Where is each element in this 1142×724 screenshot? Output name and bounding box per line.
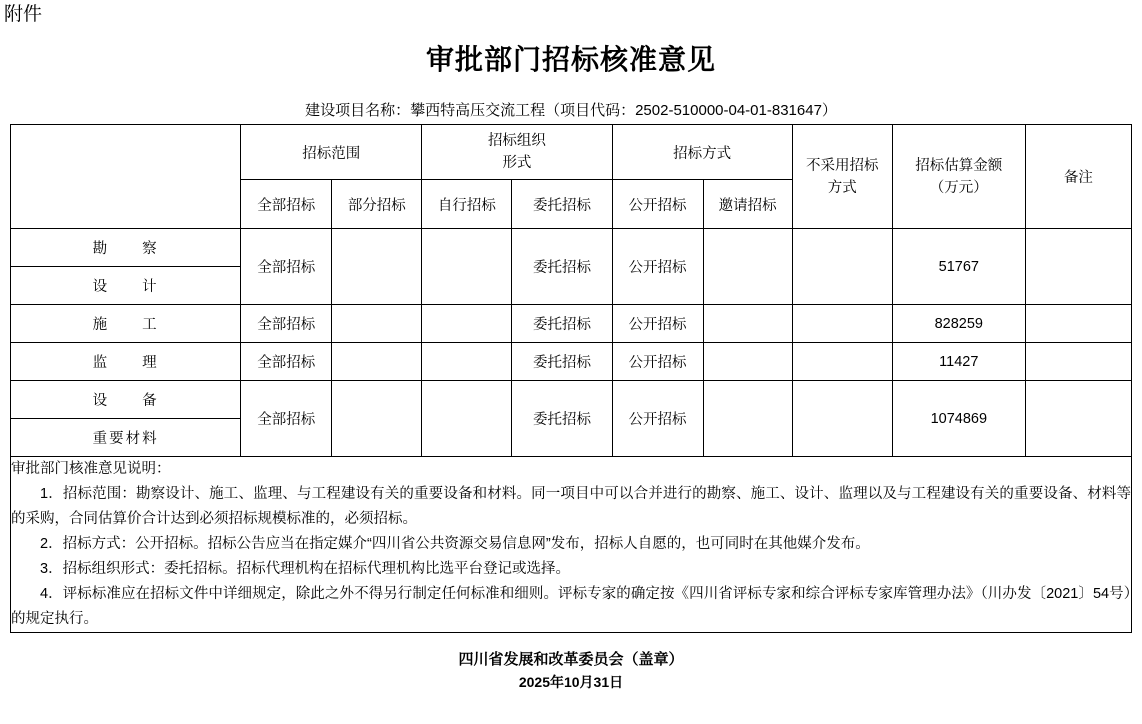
row-org-entrust: 委托招标 (512, 305, 612, 343)
row-method-invite (703, 229, 792, 305)
header-estimate-line1: 招标估算金额 (915, 157, 1003, 174)
row-category: 重要材料 (11, 419, 241, 457)
row-remark (1025, 381, 1131, 457)
header-organization-form (422, 125, 612, 180)
header-org-entrust: 委托招标 (512, 180, 612, 229)
row-org-self (422, 381, 512, 457)
signature-organization: 四川省发展和改革委员会（盖章） (458, 651, 684, 668)
row-no-tender (792, 381, 892, 457)
row-scope-part (332, 229, 422, 305)
header-estimate-amount (892, 125, 1025, 229)
header-category (11, 125, 241, 229)
row-estimate: 828259 (892, 305, 1025, 343)
row-category: 设 计 (11, 267, 241, 305)
row-remark (1025, 305, 1131, 343)
header-method-public: 公开招标 (612, 180, 703, 229)
row-no-tender (792, 305, 892, 343)
header-no-tender-line1: 不采用招标 (805, 157, 879, 174)
row-org-self (422, 343, 512, 381)
row-category: 监 理 (11, 343, 241, 381)
header-remark: 备注 (1025, 125, 1131, 229)
row-scope-all: 全部招标 (241, 381, 332, 457)
header-method: 招标方式 (612, 125, 792, 180)
notes-item-4: 4．评标标准应在招标文件中详细规定，除此之外不得另行制定任何标准和细则。评标专家的确定按《四川省评标专家和综合评标专家库管理办法》（川办发〔2021〕54号）的规定执行。 (11, 586, 1131, 627)
notes-item-1: 1．招标范围：勘察设计、施工、监理、与工程建设有关的重要设备和材料。同一项目中可以合并进行的勘察、施工、设计、监理以及与工程建设有关的重要设备、材料等的采购，合同估算价合计达到必须招标规模标准的，必须招标。 (11, 486, 1131, 527)
row-category: 设 备 (11, 381, 241, 419)
row-method-invite (703, 381, 792, 457)
row-remark (1025, 343, 1131, 381)
row-scope-part (332, 343, 422, 381)
row-method-invite (703, 343, 792, 381)
approval-notes (11, 457, 1132, 633)
header-org-self: 自行招标 (422, 180, 512, 229)
table-row (11, 305, 1132, 343)
row-org-self (422, 305, 512, 343)
row-scope-all: 全部招标 (241, 343, 332, 381)
table-row (11, 381, 1132, 419)
header-no-tender-method (792, 125, 892, 229)
row-org-entrust: 委托招标 (512, 229, 612, 305)
row-estimate: 51767 (892, 229, 1025, 305)
notes-item-2: 2．招标方式：公开招标。招标公告应当在指定媒介“四川省公共资源交易信息网”发布，招标人自愿的，也可同时在其他媒介发布。 (40, 536, 870, 552)
attachment-label: 附件 (4, 4, 43, 25)
row-method-public: 公开招标 (612, 343, 703, 381)
notes-item-3: 3．招标组织形式：委托招标。招标代理机构在招标代理机构比选平台登记或选择。 (40, 561, 571, 577)
row-scope-all: 全部招标 (241, 305, 332, 343)
header-estimate-line2: （万元） (929, 179, 988, 196)
table-row (11, 343, 1132, 381)
row-scope-all: 全部招标 (241, 229, 332, 305)
row-category: 勘 察 (11, 229, 241, 267)
row-method-invite (703, 305, 792, 343)
page-title: 审批部门招标核准意见 (425, 44, 716, 75)
row-no-tender (792, 343, 892, 381)
row-scope-part (332, 305, 422, 343)
row-estimate: 11427 (892, 343, 1025, 381)
header-method-invite: 邀请招标 (703, 180, 792, 229)
notes-row (11, 457, 1132, 633)
row-scope-part (332, 381, 422, 457)
signature-date: 2025年10月31日 (518, 674, 624, 690)
project-name-line: 建设项目名称：攀西特高压交流工程（项目代码：2502-510000-04-01-831647） (305, 102, 837, 119)
table-header-group-row (11, 125, 1132, 180)
row-estimate: 1074869 (892, 381, 1025, 457)
notes-heading: 审批部门核准意见说明： (11, 461, 171, 477)
row-method-public: 公开招标 (612, 381, 703, 457)
row-method-public: 公开招标 (612, 305, 703, 343)
header-scope-all: 全部招标 (241, 180, 332, 229)
table-row (11, 229, 1132, 267)
signature-block (0, 648, 1142, 694)
tender-approval-table (10, 124, 1132, 633)
row-no-tender (792, 229, 892, 305)
row-method-public: 公开招标 (612, 229, 703, 305)
row-org-entrust: 委托招标 (512, 343, 612, 381)
header-scope-part: 部分招标 (332, 180, 422, 229)
row-category: 施 工 (11, 305, 241, 343)
header-organization-form-line2: 形式 (502, 155, 532, 171)
header-organization-form-line1: 招标组织 (487, 133, 546, 149)
row-org-self (422, 229, 512, 305)
row-remark (1025, 229, 1131, 305)
header-scope: 招标范围 (241, 125, 422, 180)
row-org-entrust: 委托招标 (512, 381, 612, 457)
header-no-tender-line2: 方式 (827, 179, 857, 196)
